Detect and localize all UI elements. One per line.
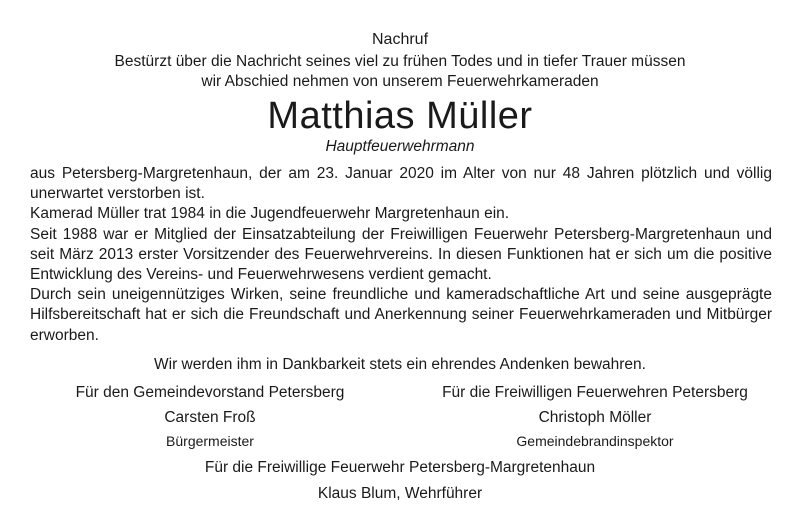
signatory-right-person: Christoph Möller xyxy=(538,409,652,426)
body-paragraph-1: aus Petersberg-Margretenhaun, der am 23. Januar 2020 im Alter von nur 48 Jahren plötzlich und völlig unerwartet verstorben ist. xyxy=(30,165,772,203)
signatory-left xyxy=(30,383,390,451)
signatory-left-org: Für den Gemeindevorstand Petersberg xyxy=(75,384,345,401)
closing-statement: Wir werden ihm in Dankbarkeit stets ein ehrendes Andenken bewahren. xyxy=(154,356,646,373)
signatory-right xyxy=(410,383,780,451)
body-paragraph-3: Seit 1988 war er Mitglied der Einsatzabteilung der Freiwilligen Feuerwehr Petersberg-Margretenhaun und seit März 2013 erster Vorsitzender des Feuerwehrvereins. In diesen Funktionen hat er sich um die positive Entwicklung des Vereins- und Feuerwehrwesens verdient gemacht. xyxy=(30,225,772,284)
signatory-bottom-person: Klaus Blum, Wehrführer xyxy=(317,485,483,502)
signatory-bottom-org: Für die Freiwillige Feuerwehr Petersberg-Margretenhaun xyxy=(204,459,596,476)
signatory-right-org: Für die Freiwilligen Feuerwehren Petersberg xyxy=(442,384,748,401)
intro-line-1: Bestürzt über die Nachricht seines viel zu frühen Todes und in tiefer Trauer müssen xyxy=(114,53,686,70)
signatory-left-role: Bürgermeister xyxy=(166,433,254,449)
intro-line-2: wir Abschied nehmen von unserem Feuerwehrkameraden xyxy=(201,73,599,90)
obituary-body xyxy=(30,164,772,346)
body-paragraph-4: Durch sein uneigennütziges Wirken, seine freundliche und kameradschaftliche Art und seine ausgeprägte Hilfsbereitschaft hat er sich die Freundschaft und Anerkennung seiner Feuerwehrkameraden und Mitbürger erworben. xyxy=(30,286,772,344)
signatory-left-person: Carsten Froß xyxy=(164,409,256,426)
notice-title: Nachruf xyxy=(371,31,429,48)
deceased-name: Matthias Müller xyxy=(267,95,533,137)
deceased-rank: Hauptfeuerwehrmann xyxy=(325,138,475,155)
body-paragraph-2: Kamerad Müller trat 1984 in die Jugendfeuerwehr Margretenhaun ein. xyxy=(30,205,510,223)
signatory-right-role: Gemeindebrandinspektor xyxy=(516,433,674,449)
